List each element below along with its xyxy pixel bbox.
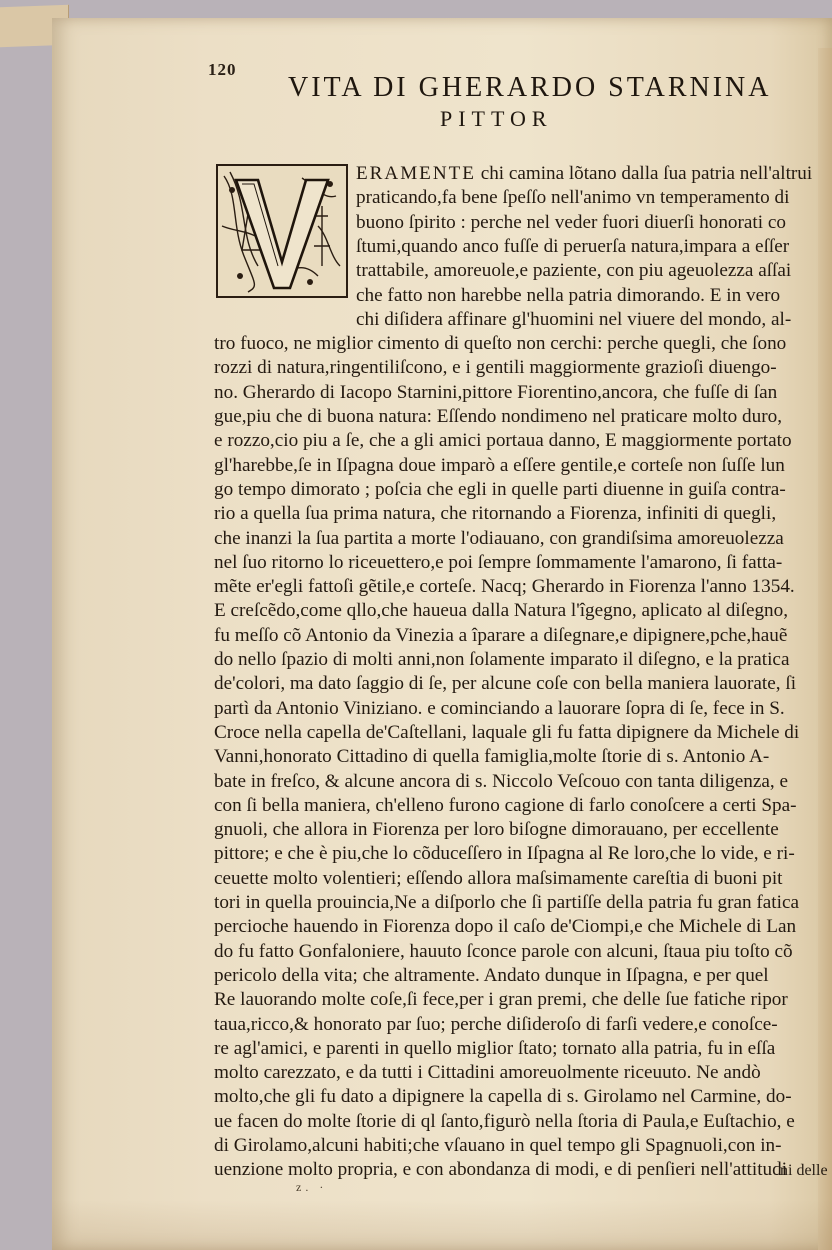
line-text: e rozzo,cio piu a ſe, che a gli amici portaua danno, E maggiormente portato — [214, 430, 792, 452]
line-text: pittore; e che è piu,che lo cõduceſſero in Iſpagna al Re loro,che lo vide, e ri- — [214, 843, 795, 865]
line-text: E creſcẽdo,come qllo,che haueua dalla Natura l'îgegno, aplicato al diſegno, — [214, 600, 789, 622]
line-text: de'colori, ma dato ſaggio di ſe, per alcune coſe con bella maniera lauorate, ſi — [214, 673, 797, 695]
line-text: praticando,fa bene ſpeſſo nell'animo vn temperamento di — [356, 187, 790, 209]
text-line — [214, 1134, 782, 1158]
chapter-subtitle: PITTOR — [440, 106, 553, 131]
line-text: molto,che gli fu dato a dipignere la capella di s. Girolamo nel Carmine, do- — [214, 1086, 792, 1108]
text-line — [214, 624, 787, 648]
line-text: rio a quella ſua prima natura, che ritornando a Fiorenza, infiniti di quegli, — [214, 503, 777, 525]
text-line — [214, 794, 797, 818]
text-line — [214, 770, 788, 794]
line-text: nel ſuo ritorno lo riceuettero,e poi ſempre ſommamente l'amarono, ſi fatta- — [214, 551, 783, 573]
line-text: gnuoli, che allora in Fiorenza per loro biſogne dimorauano, per eccellente — [214, 819, 779, 841]
text-line — [214, 1037, 775, 1061]
text-line — [356, 186, 789, 210]
text-line — [214, 721, 799, 745]
line-text: no. Gherardo di Iacopo Starnini,pittore Fiorentino,ancora, che fuſſe di ſan — [214, 381, 778, 403]
text-line — [214, 1158, 787, 1182]
text-line — [214, 818, 779, 842]
text-line — [356, 235, 789, 259]
catchword: ni delle — [780, 1162, 828, 1179]
line-text: ue facen do molte ſtorie di ql ſanto,figurò nella ſtoria di Paula,e Euſtachio, e — [214, 1110, 795, 1132]
text-line — [214, 891, 799, 915]
line-text: Croce nella capella de'Caſtellani, laquale gli fu fatta dipignere da Michele di — [214, 721, 800, 743]
line-text: buono ſpirito : perche nel veder fuori diuerſi honorati co — [356, 211, 786, 233]
line-text: taua,ricco,& honorato par ſuo; perche diſideroſo di farſi vedere,e conoſce- — [214, 1013, 778, 1035]
text-line — [214, 842, 795, 866]
text-line — [214, 648, 789, 672]
text-line — [356, 162, 812, 186]
text-line — [214, 551, 782, 575]
text-line — [214, 381, 777, 405]
text-line — [214, 964, 769, 988]
text-line — [214, 940, 793, 964]
line-text: pericolo della vita; che altramente. Andato dunque in Iſpagna, e per quel — [214, 964, 769, 986]
lead-word: ERAMENTE — [356, 163, 476, 184]
line-text: con ſi bella maniera, ch'elleno furono cagione di farlo conoſcere a certi Spa- — [214, 794, 797, 816]
text-line — [214, 405, 782, 429]
line-text: Vanni,honorato Cittadino di quella famiglia,molte ſtorie di s. Antonio A- — [214, 746, 770, 768]
text-line — [214, 697, 785, 721]
line-text: tro fuoco, ne miglior cimento di queſto non cerchi: perche quegli, che ſono — [214, 333, 787, 355]
text-line — [214, 745, 769, 769]
chapter-title: VITA DI GHERARDO STARNINA — [288, 72, 772, 103]
text-line — [214, 915, 796, 939]
line-text: ceuette molto volentieri; eſſendo allora maſsimamente careſtia di buoni pit — [214, 867, 783, 889]
line-text: percioche hauendo in Fiorenza dopo il caſo de'Ciompi,e che Michele di Lan — [214, 916, 797, 938]
line-text: gl'harebbe,ſe in Iſpagna doue imparò a eſſere gentile,e corteſe non ſuſſe lun — [214, 454, 785, 476]
text-line — [214, 454, 785, 478]
line-text: do fu fatto Gonfaloniere, hauuto ſconce parole con alcuni, ſtaua piu toſto cõ — [214, 940, 793, 962]
text-line — [214, 575, 795, 599]
text-line — [214, 429, 792, 453]
page-number: 120 — [208, 60, 237, 79]
text-line — [214, 527, 784, 551]
text-line — [214, 672, 796, 696]
text-line — [214, 478, 786, 502]
text-line — [356, 211, 786, 235]
line-text: trattabile, amoreuole,e paziente, con piu ageuolezza aſſai — [356, 260, 792, 282]
line-text: tori in quella prouincia,Ne a diſporlo che ſi partiſſe della patria fu gran fatica — [214, 892, 799, 913]
text-line — [356, 284, 780, 308]
text-line — [214, 867, 783, 891]
line-text: go tempo dimorato ; poſcia che egli in quelle parti diuenne in guiſa contra- — [214, 478, 786, 500]
line-text: uenzione molto propria, e con abondanza di modi, e di penſieri nell'attitudi — [214, 1159, 788, 1181]
text-line — [214, 1061, 761, 1085]
line-text: partì da Antonio Viniziano. e cominciando a lauorare ſopra di ſe, fece in S. — [214, 697, 785, 719]
line-text: chi camina lõtano dalla ſua patria nell'altrui — [475, 163, 813, 184]
line-text: fu meſſo cõ Antonio da Vinezia a îparare a diſegnare,e dipignere,pche,hauẽ — [214, 624, 788, 646]
line-text: gue,piu che di buona natura: Eſſendo nondimeno nel praticare molto duro, — [214, 406, 782, 427]
text-line — [214, 332, 786, 356]
line-text: molto carezzato, e da tutti i Cittadini amoreuolmente riceuuto. Ne andò — [214, 1062, 761, 1084]
text-line — [214, 1085, 792, 1109]
text-line — [356, 308, 791, 332]
text-line — [214, 356, 777, 380]
line-text: ſtumi,quando anco fuſſe di peruerſa natura,impara a eſſer — [356, 235, 790, 257]
line-text: chi diſidera affinare gl'huomini nel viuere del mondo, al- — [356, 308, 792, 330]
line-text: do nello ſpazio di molti anni,non ſolamente imparato il diſegno, e la pratica — [214, 649, 790, 670]
text-line — [214, 502, 776, 526]
line-text: mẽte er'egli fattoſi gẽtile,e corteſe. Nacq; Gherardo in Fiorenza l'anno 1354. — [214, 576, 795, 598]
line-text: rozzi di natura,ringentiliſcono, e i gentili maggiormente grazioſi diuengo- — [214, 357, 777, 379]
signature-mark: z. · — [296, 1180, 328, 1194]
line-text: di Girolamo,alcuni habiti;che vſauano in quel tempo gli Spagnuoli,con in- — [214, 1135, 782, 1156]
text-line — [356, 259, 791, 283]
line-text: bate in freſco, & alcune ancora di s. Niccolo Veſcouo con tanta diligenza, e — [214, 770, 788, 792]
text-line — [214, 988, 788, 1012]
line-text: Re lauorando molte coſe,ſi fece,per i gran premi, che delle ſue fatiche ripor — [214, 989, 788, 1011]
text-line — [214, 1013, 778, 1037]
line-text: che inanzi la ſua partita a morte l'odiauano, con grandiſsima amoreuolezza — [214, 527, 784, 549]
line-text: che fatto non harebbe nella patria dimorando. E in vero — [356, 284, 781, 306]
text-line — [214, 1110, 795, 1134]
line-text: re agl'amici, e parenti in quello miglior ſtato; tornato alla patria, fu in eſſa — [214, 1037, 776, 1059]
text-line — [214, 599, 788, 623]
